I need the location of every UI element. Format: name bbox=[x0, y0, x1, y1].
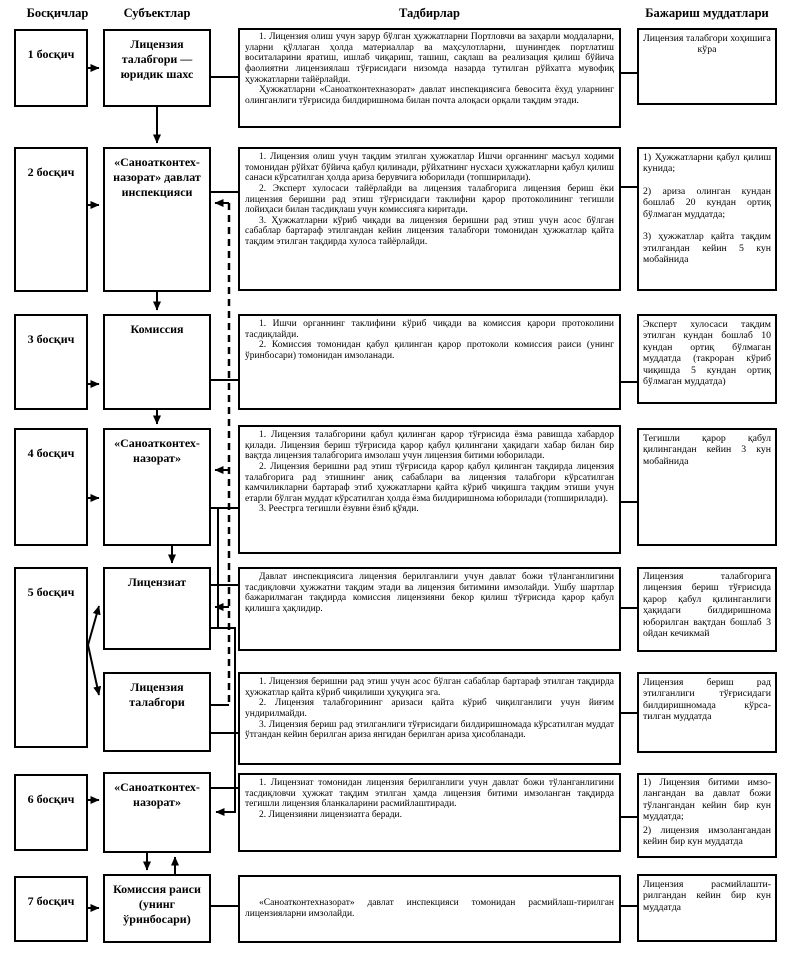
deadline-text: Лицензия бериш рад этилганлиги тўғрисидаги билдиришномада кўрса-тилган муддатда bbox=[643, 677, 771, 723]
deadline-text: Тегишли қарор қабул қилингандан кейин 3 кун мобайнида bbox=[643, 433, 771, 467]
subject-box-license-applicant: Лицензия талабгори bbox=[103, 672, 211, 752]
stage-label: 5 босқич bbox=[27, 585, 75, 599]
stage-label: 3 босқич bbox=[27, 332, 75, 346]
deadline-box-5a bbox=[637, 567, 777, 652]
task-paragraph: 1. Лицензия олиш учун тақдим этилган ҳужжатлар Ишчи органнинг масъул ходими томонидан рўйхат бўйича қабул қилинади, рўйхатнинг нусхаси ҳужжатларни қабул қилиш санаси кўрсатилган ҳолда ариза берувчига юборилади (топширилади). bbox=[245, 152, 614, 184]
task-paragraph: 2. Лицензияни лицензиатга беради. bbox=[259, 809, 403, 820]
task-paragraph: Давлат инспекциясига лицензия берилганлиги учун давлат божи тўланганлигини тасдиқловчи ҳужжатни тақдим этади ва лицензия битимини имзолайди. Ушбу шартлар бажарилмаган тақдирда комиссия лицензияни бекор қилиш тўғрисида қарор қабул қилишга ҳақлидир. bbox=[245, 572, 614, 614]
task-paragraph: 1. Лицензиат томонидан лицензия берилганлиги учун давлат божи тўланганлигини тасдиқловчи ҳужжат тақдим этилган ҳамда лицензия битими имзоланган тақдирда тегишли лицензия бланкаларини расмийлаштиради. bbox=[245, 778, 614, 810]
task-paragraph: 1. Лицензия талабгорини қабул қилинган қарор тўғрисида ёзма равишда хабардор қилади. Лицензия бериш тўғрисида қарор қабул қилингани ҳақидаги хабар билан бир вақтда лицензия талабгорига имзолаш учун лицензия битими юборилади. bbox=[245, 430, 614, 462]
deadline-text: Лицензия талабгори хоҳишига кўра bbox=[643, 33, 771, 56]
deadline-text: 3) ҳужжатлар қайта тақдим этилгандан кейин 5 кун мобайнида bbox=[643, 231, 771, 266]
stage-box-7 bbox=[14, 876, 88, 942]
subject-box-state-inspection: «Саноатконтех-назорат» давлат инспекцияси bbox=[103, 147, 211, 292]
task-paragraph: 1. Лицензия беришни рад этиш учун асос бўлган сабаблар бартараф этилган тақдирда ҳужжатлар қайта кўриб чиқилиши ҳуқуқига эга. bbox=[245, 677, 614, 698]
task-box-5b bbox=[238, 672, 621, 765]
column-header-subjects: Субъектлар bbox=[123, 6, 191, 20]
task-box-6 bbox=[238, 773, 621, 852]
deadline-box-5b bbox=[637, 672, 777, 753]
task-box-5a bbox=[238, 567, 621, 651]
stage-box-5 bbox=[14, 567, 88, 748]
task-paragraph: 2. Лицензия беришни рад этиш тўғрисида қарор қабул қилинган тақдирда лицензия талабгорига рад этишнинг аниқ сабаблари ва лицензия талабгори кўрсатилган камчиликларни бартараф этиб ҳужжатларни қайта кўриб чиқишга тақдим этиши учун етарли бўлган муддат кўрсатилган ҳолда ёзма билдиришнома юборилади (топширилади). bbox=[245, 461, 614, 504]
deadline-box-2 bbox=[637, 147, 777, 291]
deadline-text: Лицензия талабгорига лицензия бериш тўғрисида қарор қабул қилинганлиги ҳақидаги билдиришнома юборилган вақтдан бошлаб 3 ойдан кечикмай bbox=[643, 571, 771, 640]
task-paragraph: 3. Лицензия бериш рад этилганлиги тўғрисидаги билдиришномада кўрсатилган муддат ўтгандан кейин берилган ариза янгидан берилган ариза ҳисобланади. bbox=[245, 719, 614, 741]
subject-box-commission-chairman: Комиссия раиси (унинг ўринбосари) bbox=[103, 874, 211, 943]
deadline-text: 2) лицензия имзолангандан кейин бир кун муддатда bbox=[643, 824, 771, 848]
stage-label: 4 босқич bbox=[27, 446, 75, 460]
subject-box-sanoatkontexnazorat: «Саноатконтех-назорат» bbox=[103, 428, 211, 546]
deadline-box-1 bbox=[637, 28, 777, 105]
stage-box-3 bbox=[14, 314, 88, 410]
stage-label: 6 босқич bbox=[27, 792, 75, 806]
task-box-7 bbox=[238, 875, 621, 943]
stage5-branch-down-arrow bbox=[88, 645, 99, 695]
stage-to-subject-arrows bbox=[88, 68, 99, 908]
deadline-box-3 bbox=[637, 314, 777, 404]
task-deadline-links bbox=[621, 73, 637, 906]
subject-box-licensee: Лицензиат bbox=[103, 567, 211, 650]
column-header-deadlines: Бажариш муддатлари bbox=[645, 6, 769, 20]
subject-box-license-applicant-legal-entity: Лицензия талабгори — юридик шахс bbox=[103, 29, 211, 107]
stage5-branch-up-arrow bbox=[88, 606, 99, 645]
task-box-3 bbox=[238, 314, 621, 410]
task-box-1 bbox=[238, 28, 621, 128]
task-paragraph: «Саноатконтехназорат» давлат инспекцияси томонидан расмийлаш-тирилган лицензияларни имзолайди. bbox=[245, 898, 614, 919]
stage-box-4 bbox=[14, 428, 88, 546]
subject-box-sanoatkontexnazorat-2: «Саноатконтех-назорат» bbox=[103, 772, 211, 853]
column-header-stages: Босқичлар bbox=[26, 6, 89, 20]
licensee-routing-lines bbox=[211, 508, 235, 812]
task-paragraph: 2. Лицензия талабгорининг аризаси қайта кўриб чиқилганлиги учун йиғим ундирилмайди. bbox=[245, 698, 614, 719]
deadline-text: 1) Ҳужжатларни қабул қилиш кунида; bbox=[643, 152, 771, 175]
feedback-dashed-line bbox=[211, 203, 229, 705]
stage-box-1 bbox=[14, 29, 88, 107]
stage-label: 7 босқич bbox=[27, 894, 75, 908]
stage-box-2 bbox=[14, 147, 88, 292]
deadline-text: Эксперт хулосаси тақдим этилган кундан бошлаб 10 кундан ортиқ бўлмаган муддатда (такроран кўриб чиқишда 5 кундан ортиқ бўлмаган муддатда) bbox=[643, 319, 771, 388]
column-header-tasks: Тадбирлар bbox=[399, 6, 460, 20]
task-box-4 bbox=[238, 425, 621, 554]
stage-label: 1 босқич bbox=[27, 47, 75, 61]
stage-label: 2 босқич bbox=[27, 165, 75, 179]
stage-box-6 bbox=[14, 774, 88, 851]
deadline-text: 2) ариза олинган кундан бошлаб 20 кундан ортиқ бўлмаган муддатда; bbox=[643, 185, 771, 220]
task-paragraph: 2. Комиссия томонидан қабул қилинган қарор протоколи комиссия раиси (унинг ўринбосари) томонидан имзоланади. bbox=[245, 340, 614, 361]
subject-task-links bbox=[211, 77, 238, 906]
task-paragraph: 2. Эксперт хулосаси тайёрлайди ва лицензия талабгорига лицензия бериш ёки лицензия беришни рад этиш тўғрисидаги таклифни қарор протоколининг тегишли лойиҳаси билан тасдиқлаш учун комиссияга киритади. bbox=[245, 183, 614, 216]
task-paragraph: 1. Лицензия олиш учун зарур бўлган ҳужжатларни Портловчи ва заҳарли моддаларни, уларни қўллаган ҳолда материаллар ва маҳсулотларни, шунингдек портлатиш воситаларини яратиш, ишлаб чиқариш, ташиш, сақлаш ва реализация қилиш бўйича фаолиятни лицензиялаш тўғрисидаги низомда назарда тутилган рўйхатга мувофиқ ҳужжатларни тайёрлайди. bbox=[245, 32, 614, 85]
deadline-text: 1) Лицензия битими имзо-лангандан ва давлат божи тўлангандан кейин бир кун муддатда; bbox=[643, 777, 771, 823]
deadline-box-6 bbox=[637, 773, 777, 858]
task-paragraph: 3. Реестрга тегишли ёзувни ёзиб қўяди. bbox=[259, 504, 419, 515]
subject-box-commission: Комиссия bbox=[103, 314, 211, 410]
task-paragraph: 3. Ҳужжатларни кўриб чиқади ва лицензия беришни рад этиш учун асос бўлган сабаблар бартараф этилгандан кейин лицензия талабгори томонидан ҳужжатлар қайта тақдим этилган тақдирда хулоса тайёрлайди. bbox=[245, 215, 614, 247]
task-paragraph: Ҳужжатларни «Саноатконтехназорат» давлат инспекциясига бевосита ёхуд уларнинг олинганлиги тўғрисида билдиришнома билан почта алоқаси орқали тақдим этади. bbox=[245, 85, 614, 106]
task-paragraph: 1. Ишчи органнинг таклифини кўриб чиқади ва комиссия қарори протоколини тасдиқлайди. bbox=[245, 319, 614, 340]
licensee-to-stage6-route bbox=[211, 628, 235, 812]
deadline-box-4 bbox=[637, 428, 777, 546]
deadline-box-7 bbox=[637, 874, 777, 942]
task-box-2 bbox=[238, 147, 621, 291]
deadline-text: Лицензия расмийлашти-рилгандан кейин бир кун муддатда bbox=[643, 879, 771, 913]
